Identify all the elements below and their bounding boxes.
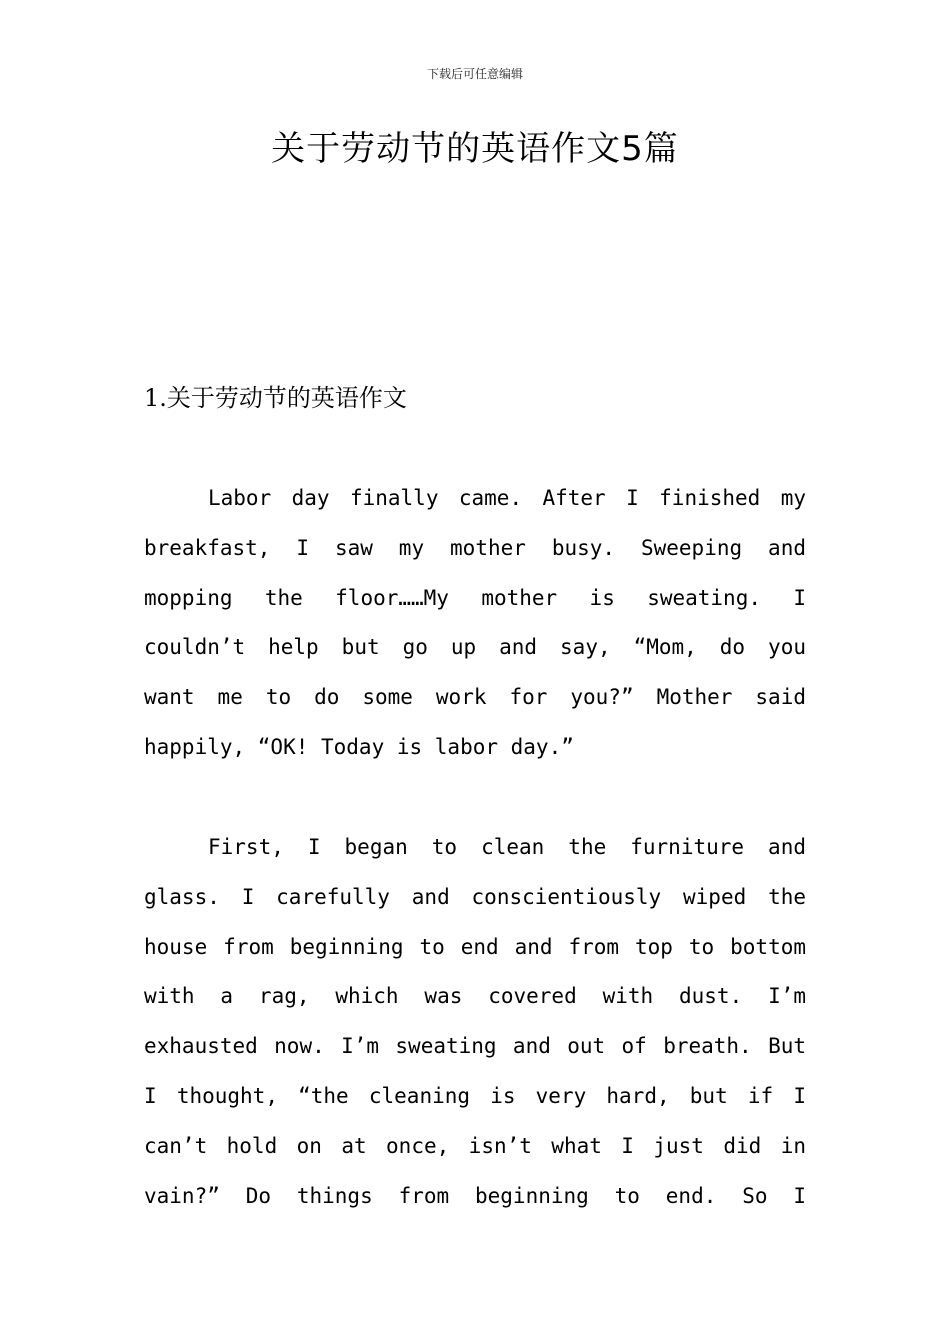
paragraph-line: can’t hold on at once, isn’t what I just did in [144,1133,806,1158]
paragraph-line: want me to do some work for you?” Mother said [144,685,806,710]
document-title: 关于劳动节的英语作文5篇 [271,129,679,169]
paragraph-line: couldn’t help but go up and say, “Mom, do you [144,635,806,660]
paragraph-line: mopping the floor……My mother is sweating. I [144,585,806,610]
paragraph-line: I thought, “the cleaning is very hard, but if I [144,1083,806,1108]
section-heading: 1.关于劳动节的英语作文 [144,384,407,412]
paragraph-1 [144,474,806,773]
paragraph-line: First, I began to clean the furniture and [208,835,806,859]
paragraph-line: house from beginning to end and from top to bottom [144,934,806,959]
paragraph-line: with a rag, which was covered with dust. I’m [144,984,806,1009]
paragraph-2 [144,823,806,1221]
paragraph-line: breakfast, I saw my mother busy. Sweeping and [144,535,806,560]
paragraph-line: exhausted now. I’m sweating and out of breath. But [144,1034,806,1059]
paragraph-line: happily, “OK! Today is labor day.” [144,734,574,759]
paragraph-line: Labor day finally came. After I finished my [208,486,806,510]
page-header-note: 下载后可任意编辑 [426,67,523,81]
paragraph-line: vain?” Do things from beginning to end. So I [144,1183,806,1208]
paragraph-line: glass. I carefully and conscientiously wiped the [144,884,806,909]
